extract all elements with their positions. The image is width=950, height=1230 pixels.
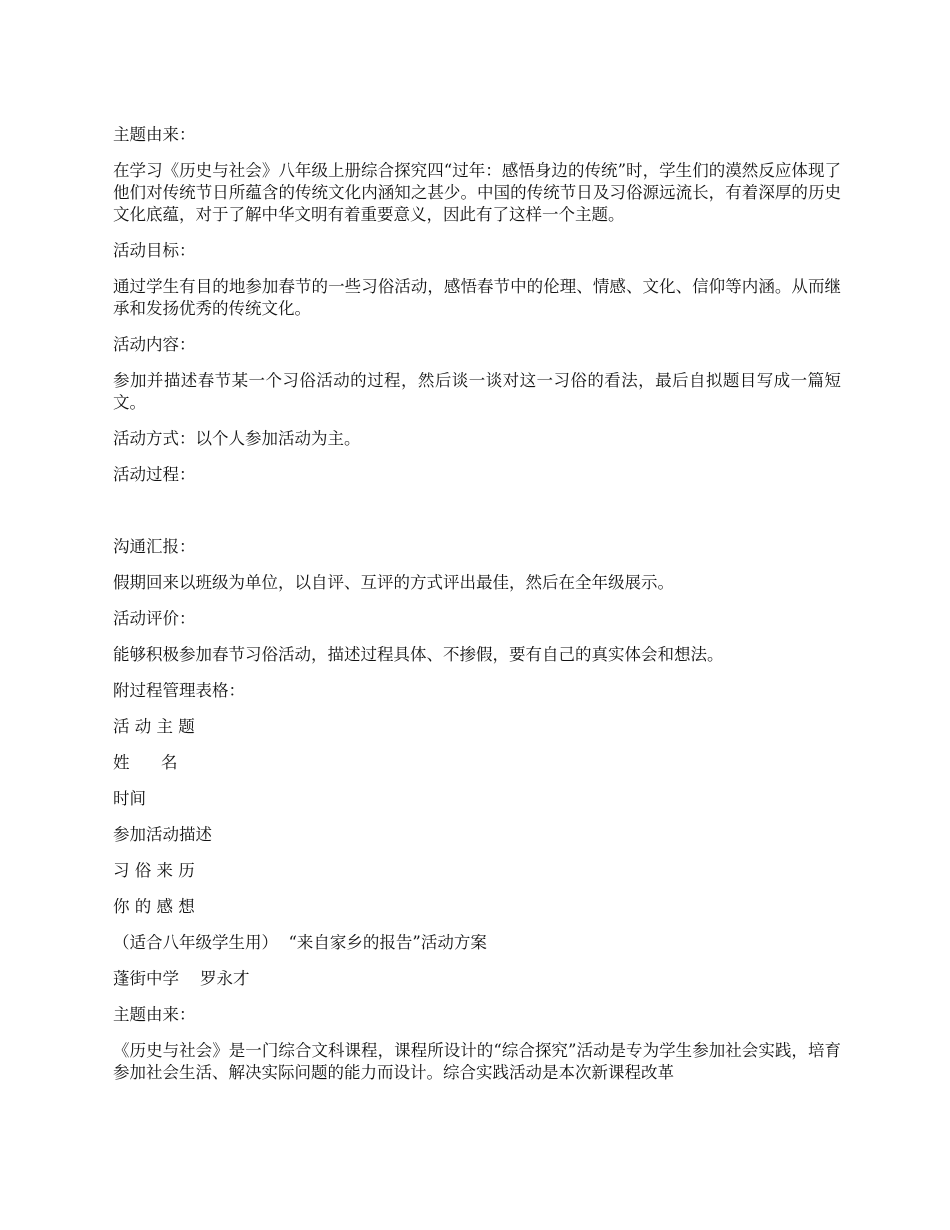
paragraph-theme-origin: 在学习《历史与社会》八年级上册综合探究四“过年：感悟身边的传统”时，学生们的漠然反应体现了他们对传统节日所蕴含的传统文化内涵知之甚少。中国的传统节日及习俗源远流长，有着深厚的历史文化底蕴，对于了解中华文明有着重要意义，因此有了这样一个主题。 <box>113 161 841 224</box>
heading-activity-goal: 活动目标： <box>113 241 196 260</box>
paragraph-theme-origin-2: 《历史与社会》是一门综合文科课程，课程所设计的“综合探究”活动是专为学生参加社会实践，培育参加社会生活、解决实际问题的能力而设计。综合实践活动是本次新课程改革 <box>113 1041 841 1082</box>
table-row-custom-origin: 习 俗 来 历 <box>113 861 195 880</box>
next-plan-title: （适合八年级学生用） “来自家乡的报告”活动方案 <box>113 933 487 952</box>
paragraph-communication-report: 假期回来以班级为单位，以自评、互评的方式评出最佳，然后在全年级展示。 <box>113 573 674 592</box>
author-line: 蓬街中学 罗永才 <box>113 969 250 988</box>
paragraph-activity-goal: 通过学生有目的地参加春节的一些习俗活动，感悟春节中的伦理、情感、文化、信仰等内涵。从而继承和发扬优秀的传统文化。 <box>113 277 841 318</box>
heading-communication-report: 沟通汇报： <box>113 537 196 556</box>
heading-activity-process: 活动过程： <box>113 465 196 484</box>
table-row-theme: 活 动 主 题 <box>113 717 195 736</box>
heading-theme-origin: 主题由来： <box>113 125 196 144</box>
heading-theme-origin-2: 主题由来： <box>113 1005 196 1024</box>
heading-activity-evaluation: 活动评价： <box>113 609 196 628</box>
document-page <box>113 124 841 1098</box>
heading-activity-content: 活动内容： <box>113 335 196 354</box>
paragraph-activity-method: 活动方式：以个人参加活动为主。 <box>113 429 361 448</box>
table-row-name: 姓 名 <box>113 753 178 772</box>
paragraph-activity-content: 参加并描述春节某一个习俗活动的过程，然后谈一谈对这一习俗的看法，最后自拟题目写成一篇短文。 <box>113 371 841 412</box>
table-intro: 附过程管理表格： <box>113 681 245 700</box>
table-row-feelings: 你 的 感 想 <box>113 897 195 916</box>
paragraph-activity-evaluation: 能够积极参加春节习俗活动，描述过程具体、不掺假，要有自己的真实体会和想法。 <box>113 645 724 664</box>
table-row-description: 参加活动描述 <box>113 825 212 844</box>
table-row-time: 时间 <box>113 789 146 808</box>
